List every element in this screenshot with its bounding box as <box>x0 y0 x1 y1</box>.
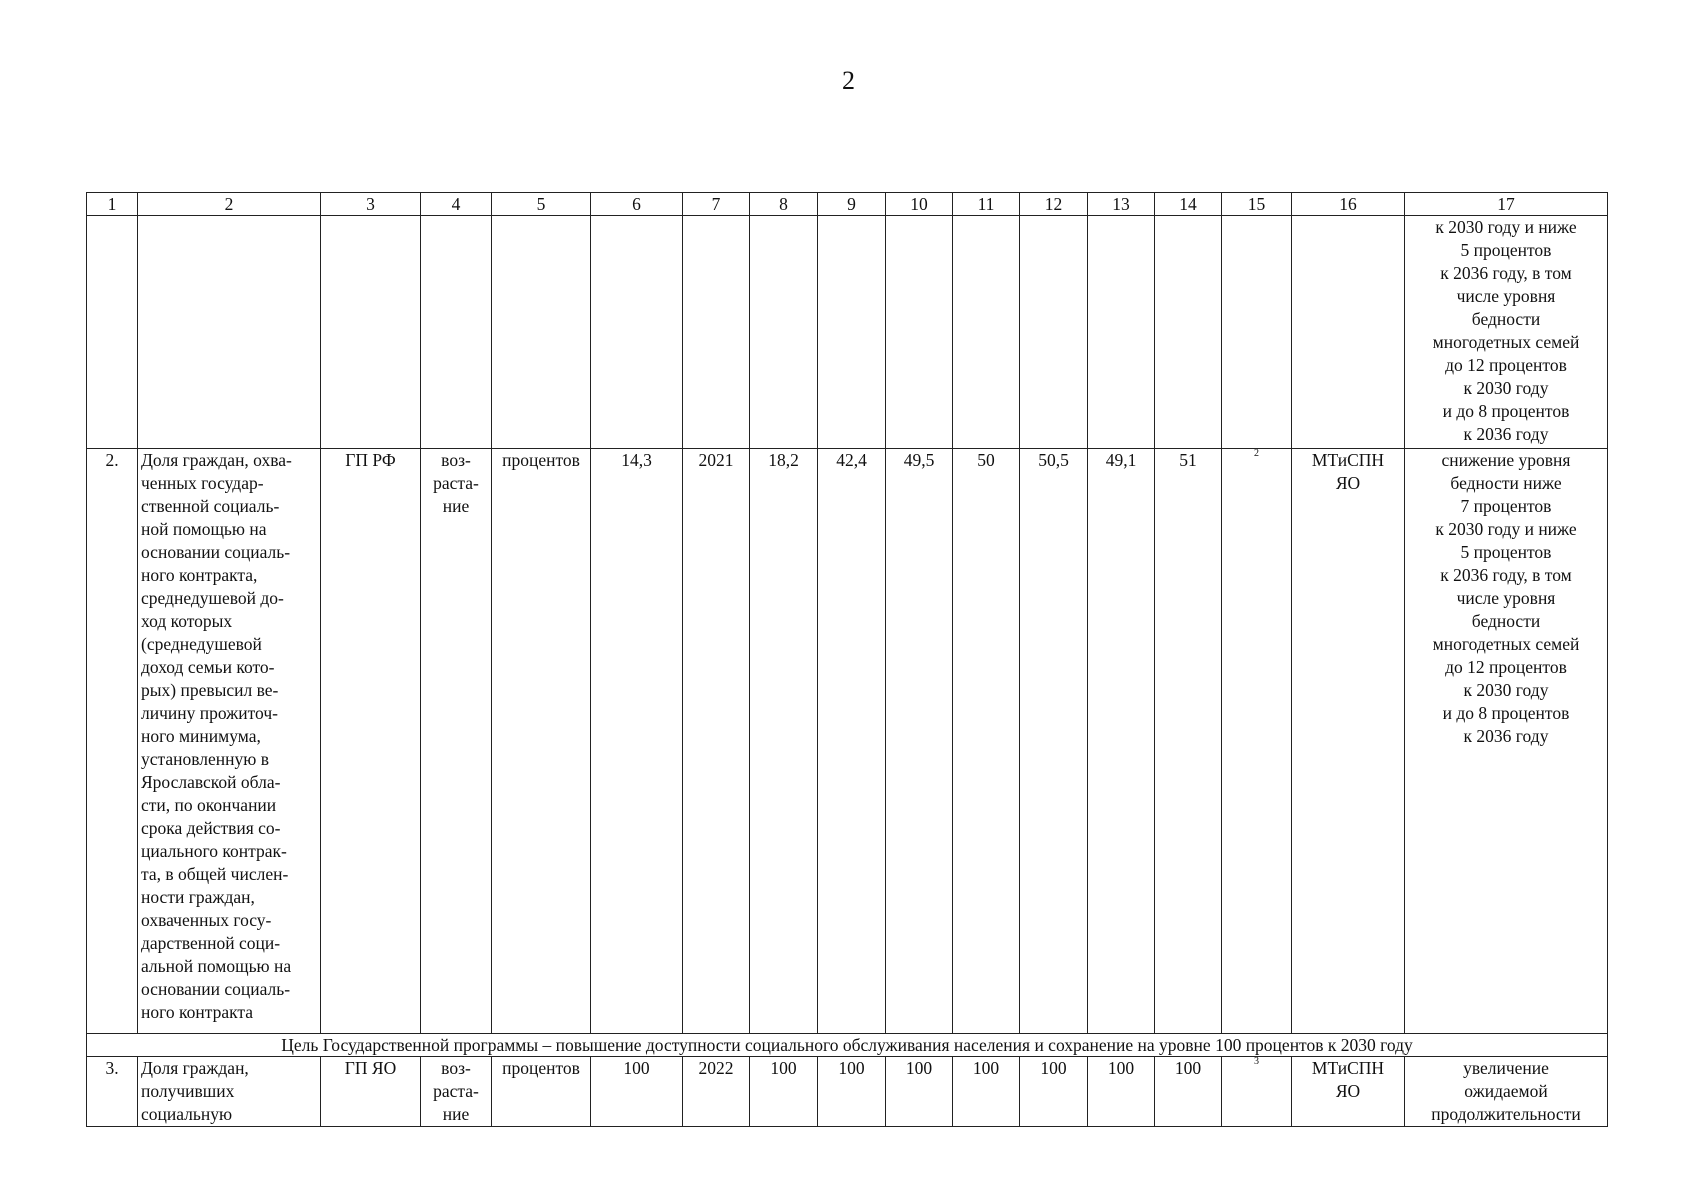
footnote-cell <box>1222 449 1292 1034</box>
header-cell: 17 <box>1405 193 1608 216</box>
indicators-table <box>86 192 1608 1127</box>
program-goal-row <box>87 1034 1608 1057</box>
header-row <box>87 193 1608 216</box>
value-cell: 100 <box>1155 1057 1222 1127</box>
header-cell: 1 <box>87 193 138 216</box>
value-cell: 100 <box>886 1057 953 1127</box>
responsible-cell: МТиСПН ЯО <box>1292 1057 1405 1127</box>
base-year-cell: 2022 <box>683 1057 750 1127</box>
header-cell: 2 <box>138 193 321 216</box>
header-cell: 16 <box>1292 193 1405 216</box>
value-cell: 100 <box>1088 1057 1155 1127</box>
indicator-name: Доля граждан, охва- ченных государ- ственной социаль- ной помощью на основании социаль- ного контракта, среднедушевой до- ход которых (среднедушевой доход семьи кото- рых) превысил ве- личину прожиточ- ного минимума, установленную в Ярославской обла- сти, по окончании срока действия со- циального контрак- та, в общей числен- ности граждан, охваченных госу- дарственной соци- альной помощью на основании социаль- ного контракта <box>138 449 321 1034</box>
direction-cell: воз- раста- ние <box>421 1057 492 1127</box>
unit-cell: процентов <box>492 1057 591 1127</box>
header-cell: 12 <box>1020 193 1088 216</box>
header-cell: 9 <box>818 193 886 216</box>
header-cell: 14 <box>1155 193 1222 216</box>
footnote-cell <box>1222 1057 1292 1127</box>
program-goal-text: Цель Государственной программы – повышение доступности социального обслуживания населения и сохранение на уровне 100 процентов к 2030 году <box>87 1034 1608 1057</box>
base-value-cell: 100 <box>591 1057 683 1127</box>
value-cell: 100 <box>818 1057 886 1127</box>
footnote-mark: 2 <box>1254 448 1259 459</box>
value-cell: 50 <box>953 449 1020 1034</box>
value-cell: 42,4 <box>818 449 886 1034</box>
row-number: 3. <box>87 1057 138 1127</box>
table-row-2 <box>87 449 1608 1034</box>
source-cell: ГП ЯО <box>321 1057 421 1127</box>
value-cell: 100 <box>750 1057 818 1127</box>
value-cell: 51 <box>1155 449 1222 1034</box>
header-cell: 3 <box>321 193 421 216</box>
header-cell: 8 <box>750 193 818 216</box>
row-number: 2. <box>87 449 138 1034</box>
header-cell: 5 <box>492 193 591 216</box>
indicator-name: Доля граждан, получивших социальную <box>138 1057 321 1127</box>
base-value-cell: 14,3 <box>591 449 683 1034</box>
base-year-cell: 2021 <box>683 449 750 1034</box>
goal-cell: снижение уровня бедности ниже 7 процентов к 2030 году и ниже 5 процентов к 2036 году, в том числе уровня бедности многодетных семей до 12 процентов к 2030 году и до 8 процентов к 2036 году <box>1405 449 1608 1034</box>
source-cell: ГП РФ <box>321 449 421 1034</box>
header-cell: 6 <box>591 193 683 216</box>
responsible-cell: МТиСПН ЯО <box>1292 449 1405 1034</box>
header-cell: 11 <box>953 193 1020 216</box>
page-number: 2 <box>842 66 855 95</box>
direction-cell: воз- раста- ние <box>421 449 492 1034</box>
header-cell: 4 <box>421 193 492 216</box>
value-cell: 49,1 <box>1088 449 1155 1034</box>
goal-text-continued: к 2030 году и ниже 5 процентов к 2036 году, в том числе уровня бедности многодетных семей до 12 процентов к 2030 году и до 8 процентов к 2036 году <box>1405 216 1608 449</box>
goal-cell: увеличение ожидаемой продолжительности <box>1405 1057 1608 1127</box>
value-cell: 100 <box>1020 1057 1088 1127</box>
continuation-row <box>87 216 1608 449</box>
header-cell: 13 <box>1088 193 1155 216</box>
header-cell: 10 <box>886 193 953 216</box>
value-cell: 50,5 <box>1020 449 1088 1034</box>
header-cell: 15 <box>1222 193 1292 216</box>
unit-cell: процентов <box>492 449 591 1034</box>
value-cell: 49,5 <box>886 449 953 1034</box>
footnote-mark: 3 <box>1254 1056 1259 1067</box>
value-cell: 100 <box>953 1057 1020 1127</box>
table-row-3 <box>87 1057 1608 1127</box>
header-cell: 7 <box>683 193 750 216</box>
value-cell: 18,2 <box>750 449 818 1034</box>
